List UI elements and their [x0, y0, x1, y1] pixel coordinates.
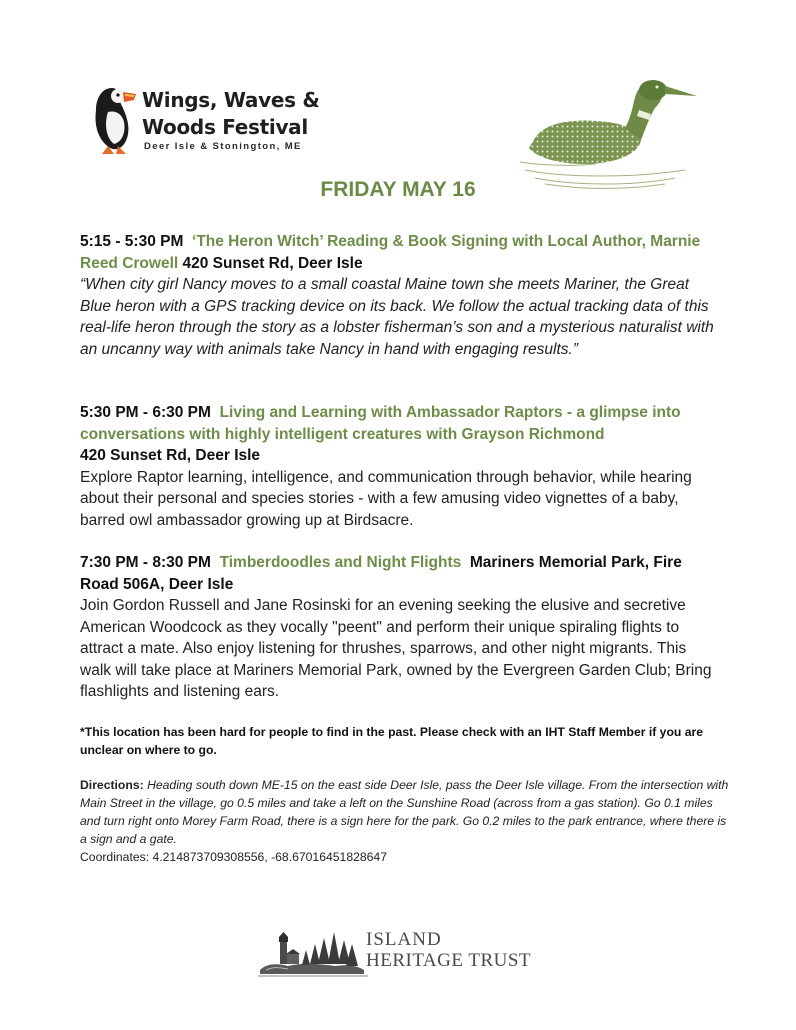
- event-description: Join Gordon Russell and Jane Rosinski for an evening seeking the elusive and secretive American Woodcock as they vocally "peent" and perform their unique spiraling flights to attract a mate. Also enjoy listening for thrushes, sparrows, and other night migrants. This walk will take place at Mariners Memorial Park, owned by the Evergreen Garden Club; Bring flashlights and listening ears.: [80, 597, 712, 700]
- lighthouse-island-icon: [258, 924, 368, 978]
- event-location: Mariners Memorial Park, Fire Road 506A, Deer Isle: [80, 554, 682, 593]
- event-item: [80, 402, 720, 531]
- event-item: [80, 231, 720, 360]
- directions: [80, 776, 730, 866]
- directions-text: Heading south down ME-15 on the east side Deer Isle, pass the Deer Isle village. From the intersection with Main Street in the village, go 0.5 miles and take a left on the Sunshine Road (across from a gas station). Go 0.1 miles and turn right onto Morey Farm Road, there is a sign here for the park. Go 0.2 miles to the park entrance, where there is a sign and a gate.: [80, 778, 729, 846]
- festival-logo-line1: Wings, Waves &: [142, 88, 320, 112]
- event-location: 420 Sunset Rd, Deer Isle: [80, 447, 261, 464]
- coordinates: Coordinates: 4.214873709308556, -68.67016451828647: [80, 850, 387, 864]
- event-title: Timberdoodles and Night Flights: [219, 554, 462, 571]
- festival-logo-line2: Woods Festival: [142, 115, 308, 139]
- event-description: Explore Raptor learning, intelligence, and communication through behavior, while hearing about their personal and species stories - with a few amusing video vignettes of a baby, barred owl ambassador growing up at Birdsacre.: [80, 468, 692, 529]
- event-time: 7:30 PM - 8:30 PM: [80, 554, 211, 571]
- event-title: ‘The Heron Witch’ Reading & Book Signing with Local Author, Marnie Reed Crowell: [80, 233, 701, 272]
- loon-illustration: [515, 74, 700, 192]
- puffin-icon: [84, 80, 142, 156]
- event-item: [80, 552, 720, 703]
- event-time: 5:15 - 5:30 PM: [80, 233, 184, 250]
- footer-org-line1: ISLAND: [366, 929, 442, 950]
- event-description: “When city girl Nancy moves to a small coastal Maine town she meets Mariner, the Great Blue heron with a GPS tracking device on its back. We follow the actual tracking data of this real-life heron through the story as a lobster fisherman’s son and a mysterious naturalist with an uncanny way with animals take Nancy in hand with engaging results.”: [80, 276, 714, 358]
- footer-org-line2: HERITAGE TRUST: [366, 950, 532, 971]
- event-location: 420 Sunset Rd, Deer Isle: [182, 254, 363, 272]
- festival-location: Deer Isle & Stonington, ME: [144, 141, 302, 152]
- day-title: FRIDAY MAY 16: [320, 178, 476, 201]
- directions-label: Directions:: [80, 778, 144, 792]
- location-note: *This location has been hard for people to find in the past. Please check with an IHT Staff Member if you are unclear on where to go.: [80, 725, 704, 757]
- event-title: Living and Learning with Ambassador Raptors - a glimpse into conversations with highly intelligent creatures with Grayson Richmond: [80, 404, 681, 443]
- event-time: 5:30 PM - 6:30 PM: [80, 404, 211, 421]
